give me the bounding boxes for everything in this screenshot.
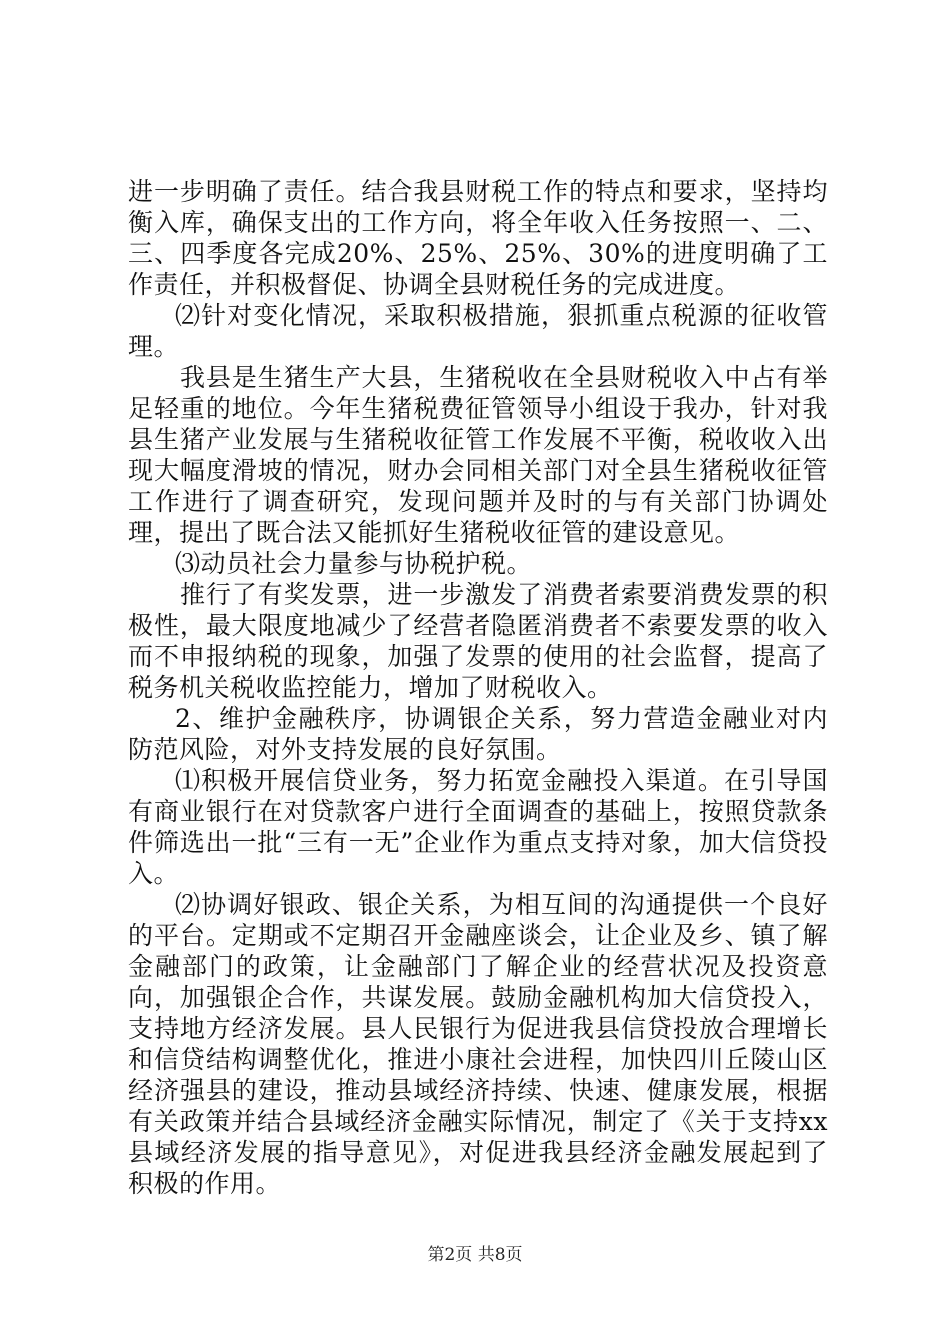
document-body (128, 176, 828, 1199)
page-number: 第2页 共8页 (427, 1245, 523, 1265)
paragraph-invoice: 推行了有奖发票，进一步激发了消费者索要消费发票的积极性，最大限度地减少了经营者隐匿消费者不索要发票的收入而不申报纳税的现象，加强了发票的使用的社会监督，提高了税务机关税收监控能力，增加了财税收入。 (128, 580, 828, 702)
paragraph-bank-relations: ⑵协调好银政、银企关系，为相互间的沟通提供一个良好的平台。定期或不定期召开金融座谈会，让企业及乡、镇了解金融部门的政策，让金融部门了解企业的经营状况及投资意向，加强银企合作，共谋发展。鼓励金融机构加大信贷投入，支持地方经济发展。县人民银行为促进我县信贷投放合理增长和信贷结构调整优化，推进小康社会进程，加快四川丘陵山区经济强县的建设，推动县域经济持续、快速、健康发展，根据有关政策并结合县域经济金融实际情况，制定了《关于支持xx县域经济发展的指导意见》，对促进我县经济金融发展起到了积极的作用。 (128, 890, 828, 1198)
paragraph-subheading-3: ⑶动员社会力量参与协税护税。 (175, 549, 533, 578)
paragraph-section-2: 2、维护金融秩序，协调银企关系，努力营造金融业对内防范风险，对外支持发展的良好氛围。 (128, 704, 828, 764)
paragraph-credit: ⑴积极开展信贷业务，努力拓宽金融投入渠道。在引导国有商业银行在对贷款客户进行全面调查的基础上，按照贷款条件筛选出一批“三有一无”企业作为重点支持对象，加大信贷投入。 (128, 766, 828, 888)
paragraph-subheading-2: ⑵针对变化情况，采取积极措施，狠抓重点税源的征收管理。 (128, 301, 828, 361)
paragraph-continuation: 进一步明确了责任。结合我县财税工作的特点和要求，坚持均衡入库，确保支出的工作方向，将全年收入任务按照一、二、三、四季度各完成20%、25%、25%、30%的进度明确了工作责任，并积极督促、协调全县财税任务的完成进度。 (128, 177, 828, 299)
paragraph-pig-tax: 我县是生猪生产大县，生猪税收在全县财税收入中占有举足轻重的地位。今年生猪税费征管领导小组设于我办，针对我县生猪产业发展与生猪税收征管工作发展不平衡，税收收入出现大幅度滑坡的情况，财办会同相关部门对全县生猪税收征管工作进行了调查研究，发现问题并及时的与有关部门协调处理，提出了既合法又能抓好生猪税收征管的建设意见。 (128, 363, 828, 547)
